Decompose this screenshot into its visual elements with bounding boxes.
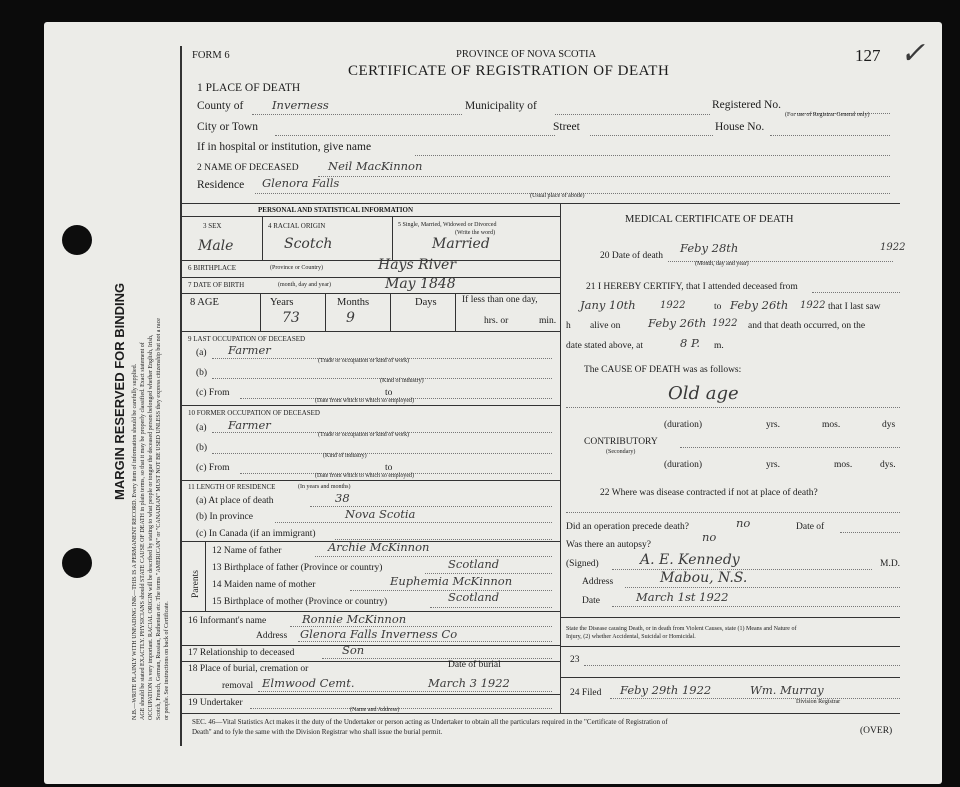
cause-value: Old age xyxy=(668,383,739,404)
informant-address-label: Address xyxy=(256,631,288,641)
former-occ-a: (a) xyxy=(196,423,207,433)
at-place-label: (a) At place of death xyxy=(196,496,274,506)
certificate-date-value: March 1st 1922 xyxy=(636,590,729,604)
former-occupation-value: Farmer xyxy=(228,418,271,432)
margin-note: Scotch, French, German, Russian, Ruthenian etc. The terms "AMERICAN" or "CANADIAN" MUST NOT BE USED UNLESS they express citizenship but not a race xyxy=(156,318,162,720)
last-saw-label: that I last saw xyxy=(828,302,881,312)
attended-to: Feby 26th xyxy=(730,298,789,312)
attended-from: Jany 10th xyxy=(580,298,636,312)
informant-label: 16 Informant's name xyxy=(188,616,267,626)
former-occ-from: (c) From xyxy=(196,463,230,473)
divider xyxy=(180,713,900,714)
form-number: FORM 6 xyxy=(192,50,230,61)
less-day-label: If less than one day, xyxy=(462,295,538,305)
last-occ-to: to xyxy=(385,388,393,398)
mos-label: mos. xyxy=(822,420,841,430)
length-residence-label: 11 LENGTH OF RESIDENCE xyxy=(188,483,276,491)
page-title: CERTIFICATE OF REGISTRATION OF DEATH xyxy=(348,63,670,79)
medical-heading: MEDICAL CERTIFICATE OF DEATH xyxy=(625,214,794,225)
trade-note: (Trade or occupation or kind of work) xyxy=(318,358,410,364)
county-value: Inverness xyxy=(272,98,329,112)
margin-note: OCCUPATION is very important. RACIAL ORIGIN will be described by stating to what people or tongue the deceased person belonged whether English, Irish, xyxy=(148,334,154,720)
industry-note: (Kind of industry) xyxy=(323,453,367,459)
residence-note: (Usual place of abode) xyxy=(530,193,585,199)
mother-value: Euphemia McKinnon xyxy=(390,574,513,588)
dys-label: dys xyxy=(882,420,896,430)
marital-label: 5 Single, Married, Widowed or Divorced xyxy=(398,222,497,228)
age-label: 8 AGE xyxy=(190,297,219,308)
alive-on-label: alive on xyxy=(590,321,621,331)
operation-value: no xyxy=(736,516,751,530)
months-value: 9 xyxy=(346,310,355,326)
duration-label: (duration) xyxy=(664,420,702,430)
racial-label: 4 RACIAL ORIGIN xyxy=(268,222,326,230)
margin-note: AGE should be stated EXACTLY. PHYSICIANS should STATE CAUSE OF DEATH in plain terms, so that it may be properly classified. Exact statement of xyxy=(140,342,146,720)
undertaker-note: (Name and Address) xyxy=(350,707,400,713)
racial-value: Scotch xyxy=(284,236,333,252)
residence-label: Residence xyxy=(197,179,245,191)
date-stated-label: date stated above, at xyxy=(566,341,644,351)
street-label: Street xyxy=(553,121,580,133)
province: PROVINCE OF NOVA SCOTIA xyxy=(456,49,597,60)
footer-note: SEC. 46—Vital Statistics Act makes it the duty of the Undertaker or person acting as Undertaker to obtain all the particulars required in the "Certificate of Registration of xyxy=(192,718,668,726)
certificate-number: 127 xyxy=(855,46,881,65)
date-label: Date xyxy=(582,596,600,606)
certify-label: 21 I HEREBY CERTIFY, that I attended deceased from xyxy=(586,282,798,292)
father-birthplace-value: Scotland xyxy=(448,557,500,571)
father-birthplace-label: 13 Birthplace of father (Province or country) xyxy=(212,563,383,573)
cause-label: The CAUSE OF DEATH was as follows: xyxy=(584,365,742,375)
binding-hole xyxy=(62,548,92,578)
time-value: 8 P. xyxy=(680,336,701,350)
years-label: Years xyxy=(270,297,294,308)
burial-date-label: Date of burial xyxy=(448,660,501,670)
name-label: 2 NAME OF DECEASED xyxy=(197,163,299,173)
margin-binding-label: MARGIN RESERVED FOR BINDING xyxy=(112,282,127,500)
parents-label: Parents xyxy=(191,570,201,598)
registrar-label: Division Registrar xyxy=(796,699,841,705)
personal-heading: PERSONAL AND STATISTICAL INFORMATION xyxy=(258,206,414,214)
autopsy-label: Was there an autopsy? xyxy=(566,540,651,550)
alive-on-value: Feby 26th xyxy=(648,316,707,330)
binding-hole xyxy=(62,225,92,255)
last-occ-from: (c) From xyxy=(196,388,230,398)
last-occ-a: (a) xyxy=(196,348,207,358)
filed-value: Feby 29th 1922 xyxy=(620,683,712,697)
trade-note: (Trade or occupation or kind of work) xyxy=(318,432,410,438)
father-label: 12 Name of father xyxy=(212,546,282,556)
physician-address-value: Mabou, N.S. xyxy=(660,570,748,586)
months-label: Months xyxy=(337,297,370,308)
house-label: House No. xyxy=(715,121,765,133)
at-place-value: 38 xyxy=(335,491,350,505)
date-death-label: 20 Date of death xyxy=(600,251,664,261)
removal-label: removal xyxy=(222,681,254,691)
relationship-value: Son xyxy=(342,643,365,657)
burial-label: 18 Place of burial, cremation or xyxy=(188,664,309,674)
date-death-note: (Month, day and year) xyxy=(695,261,749,267)
residence-value: Glenora Falls xyxy=(262,176,340,190)
frame-left xyxy=(180,46,182,746)
margin-note: or people. See instructions on back of Certificate. xyxy=(164,601,170,720)
name-value: Neil MacKinnon xyxy=(328,159,423,173)
registrar-signature: Wm. Murray xyxy=(750,683,824,697)
margin-note: N.B.—WRITE PLAINLY WITH UNFADING INK—THIS IS A PERMANENT RECORD. Every item of information should be carefully supplied. xyxy=(132,363,138,720)
item-23: 23 xyxy=(570,655,580,665)
marital-note: (Write the word) xyxy=(455,230,496,236)
last-occupation-value: Farmer xyxy=(228,343,271,357)
burial-date-value: March 3 1922 xyxy=(428,676,510,690)
autopsy-value: no xyxy=(702,530,717,544)
registrar-note: (For use of Registrar General only) xyxy=(785,112,870,118)
place-of-death-label: 1 PLACE OF DEATH xyxy=(197,82,301,94)
signed-label: (Signed) xyxy=(566,559,599,569)
attended-to-label: to xyxy=(714,302,722,312)
min-label: min. xyxy=(539,316,557,326)
former-occupation-label: 10 FORMER OCCUPATION OF DECEASED xyxy=(188,409,320,417)
birthplace-value: Hays River xyxy=(378,257,457,273)
physician-address-label: Address xyxy=(582,577,614,587)
over-label: (OVER) xyxy=(860,726,893,736)
city-label: City or Town xyxy=(197,121,258,133)
county-label: County of xyxy=(197,100,244,112)
marital-value: Married xyxy=(432,236,490,252)
hospital-label: If in hospital or institution, give name xyxy=(197,141,372,153)
sex-label: 3 SEX xyxy=(203,222,222,230)
md-label: M.D. xyxy=(880,559,901,569)
last-occupation-label: 9 LAST OCCUPATION OF DECEASED xyxy=(188,335,306,343)
former-occ-to: to xyxy=(385,463,393,473)
state-note: State the Disease causing Death, or in death from Violent Causes, state (1) Means and Nature of xyxy=(566,626,797,632)
date-death-value: Feby 28th xyxy=(680,241,739,255)
in-province-label: (b) In province xyxy=(196,512,253,522)
alive-on-year: 1922 xyxy=(712,318,738,329)
divider xyxy=(180,203,900,204)
last-occ-b: (b) xyxy=(196,368,208,378)
contributory-label: CONTRIBUTORY xyxy=(584,437,658,447)
burial-place-value: Elmwood Cemt. xyxy=(262,676,355,690)
date-death-year: 1922 xyxy=(880,242,906,253)
undertaker-label: 19 Undertaker xyxy=(188,698,243,708)
yrs-label: yrs. xyxy=(766,420,780,430)
former-occ-b: (b) xyxy=(196,443,208,453)
contracted-question: 22 Where was disease contracted if not at place of death? xyxy=(600,488,818,498)
date-note: (Date from which to which so employed) xyxy=(315,473,414,479)
mother-label: 14 Maiden name of mother xyxy=(212,580,316,590)
duration-label: (duration) xyxy=(664,460,702,470)
days-label: Days xyxy=(415,297,437,308)
operation-label: Did an operation precede death? xyxy=(566,522,689,532)
birthplace-note: (Province or Country) xyxy=(270,265,323,271)
municipality-label: Municipality of xyxy=(465,100,537,112)
filed-label: 24 Filed xyxy=(570,688,602,698)
dob-value: May 1848 xyxy=(385,276,456,292)
in-canada-label: (c) In Canada (if an immigrant) xyxy=(196,529,316,539)
attended-from-year: 1922 xyxy=(660,300,686,311)
divider xyxy=(560,203,561,713)
date-of-label: Date of xyxy=(796,522,825,532)
informant-value: Ronnie McKinnon xyxy=(302,612,407,626)
father-value: Archie McKinnon xyxy=(328,540,430,554)
check-mark: ✓ xyxy=(900,36,926,71)
dob-note: (month, day and year) xyxy=(278,282,331,288)
mother-birthplace-label: 15 Birthplace of mother (Province or country) xyxy=(212,597,388,607)
hrs-label: hrs. or xyxy=(484,316,509,326)
dob-label: 7 DATE OF BIRTH xyxy=(188,281,245,289)
yrs-label: yrs. xyxy=(766,460,780,470)
state-note: Injury, (2) whether Accidental, Suicidal or Homicidal. xyxy=(566,634,696,640)
m-label: m. xyxy=(714,341,724,351)
in-province-value: Nova Scotia xyxy=(345,507,416,521)
footer-note: Death" and to fyle the same with the Division Registrar who shall issue the burial permit. xyxy=(192,728,443,736)
death-occurred-label: and that death occurred, on the xyxy=(748,321,866,331)
attended-to-year: 1922 xyxy=(800,300,826,311)
mos-label: mos. xyxy=(834,460,853,470)
informant-address-value: Glenora Falls Inverness Co xyxy=(300,627,458,641)
dys-label: dys. xyxy=(880,460,896,470)
secondary-label: (Secondary) xyxy=(606,449,636,455)
industry-note: (Kind of industry) xyxy=(380,378,424,384)
mother-birthplace-value: Scotland xyxy=(448,590,500,604)
registered-label: Registered No. xyxy=(712,99,781,111)
years-value: 73 xyxy=(282,310,300,326)
length-note: (In years and months) xyxy=(298,484,351,490)
alive-h: h xyxy=(566,321,571,331)
birthplace-label: 6 BIRTHPLACE xyxy=(188,264,236,272)
sex-value: Male xyxy=(198,238,234,254)
date-note: (Date from which to which so employed) xyxy=(315,398,414,404)
physician-signature: A. E. Kennedy xyxy=(640,552,740,568)
relationship-label: 17 Relationship to deceased xyxy=(188,648,295,658)
